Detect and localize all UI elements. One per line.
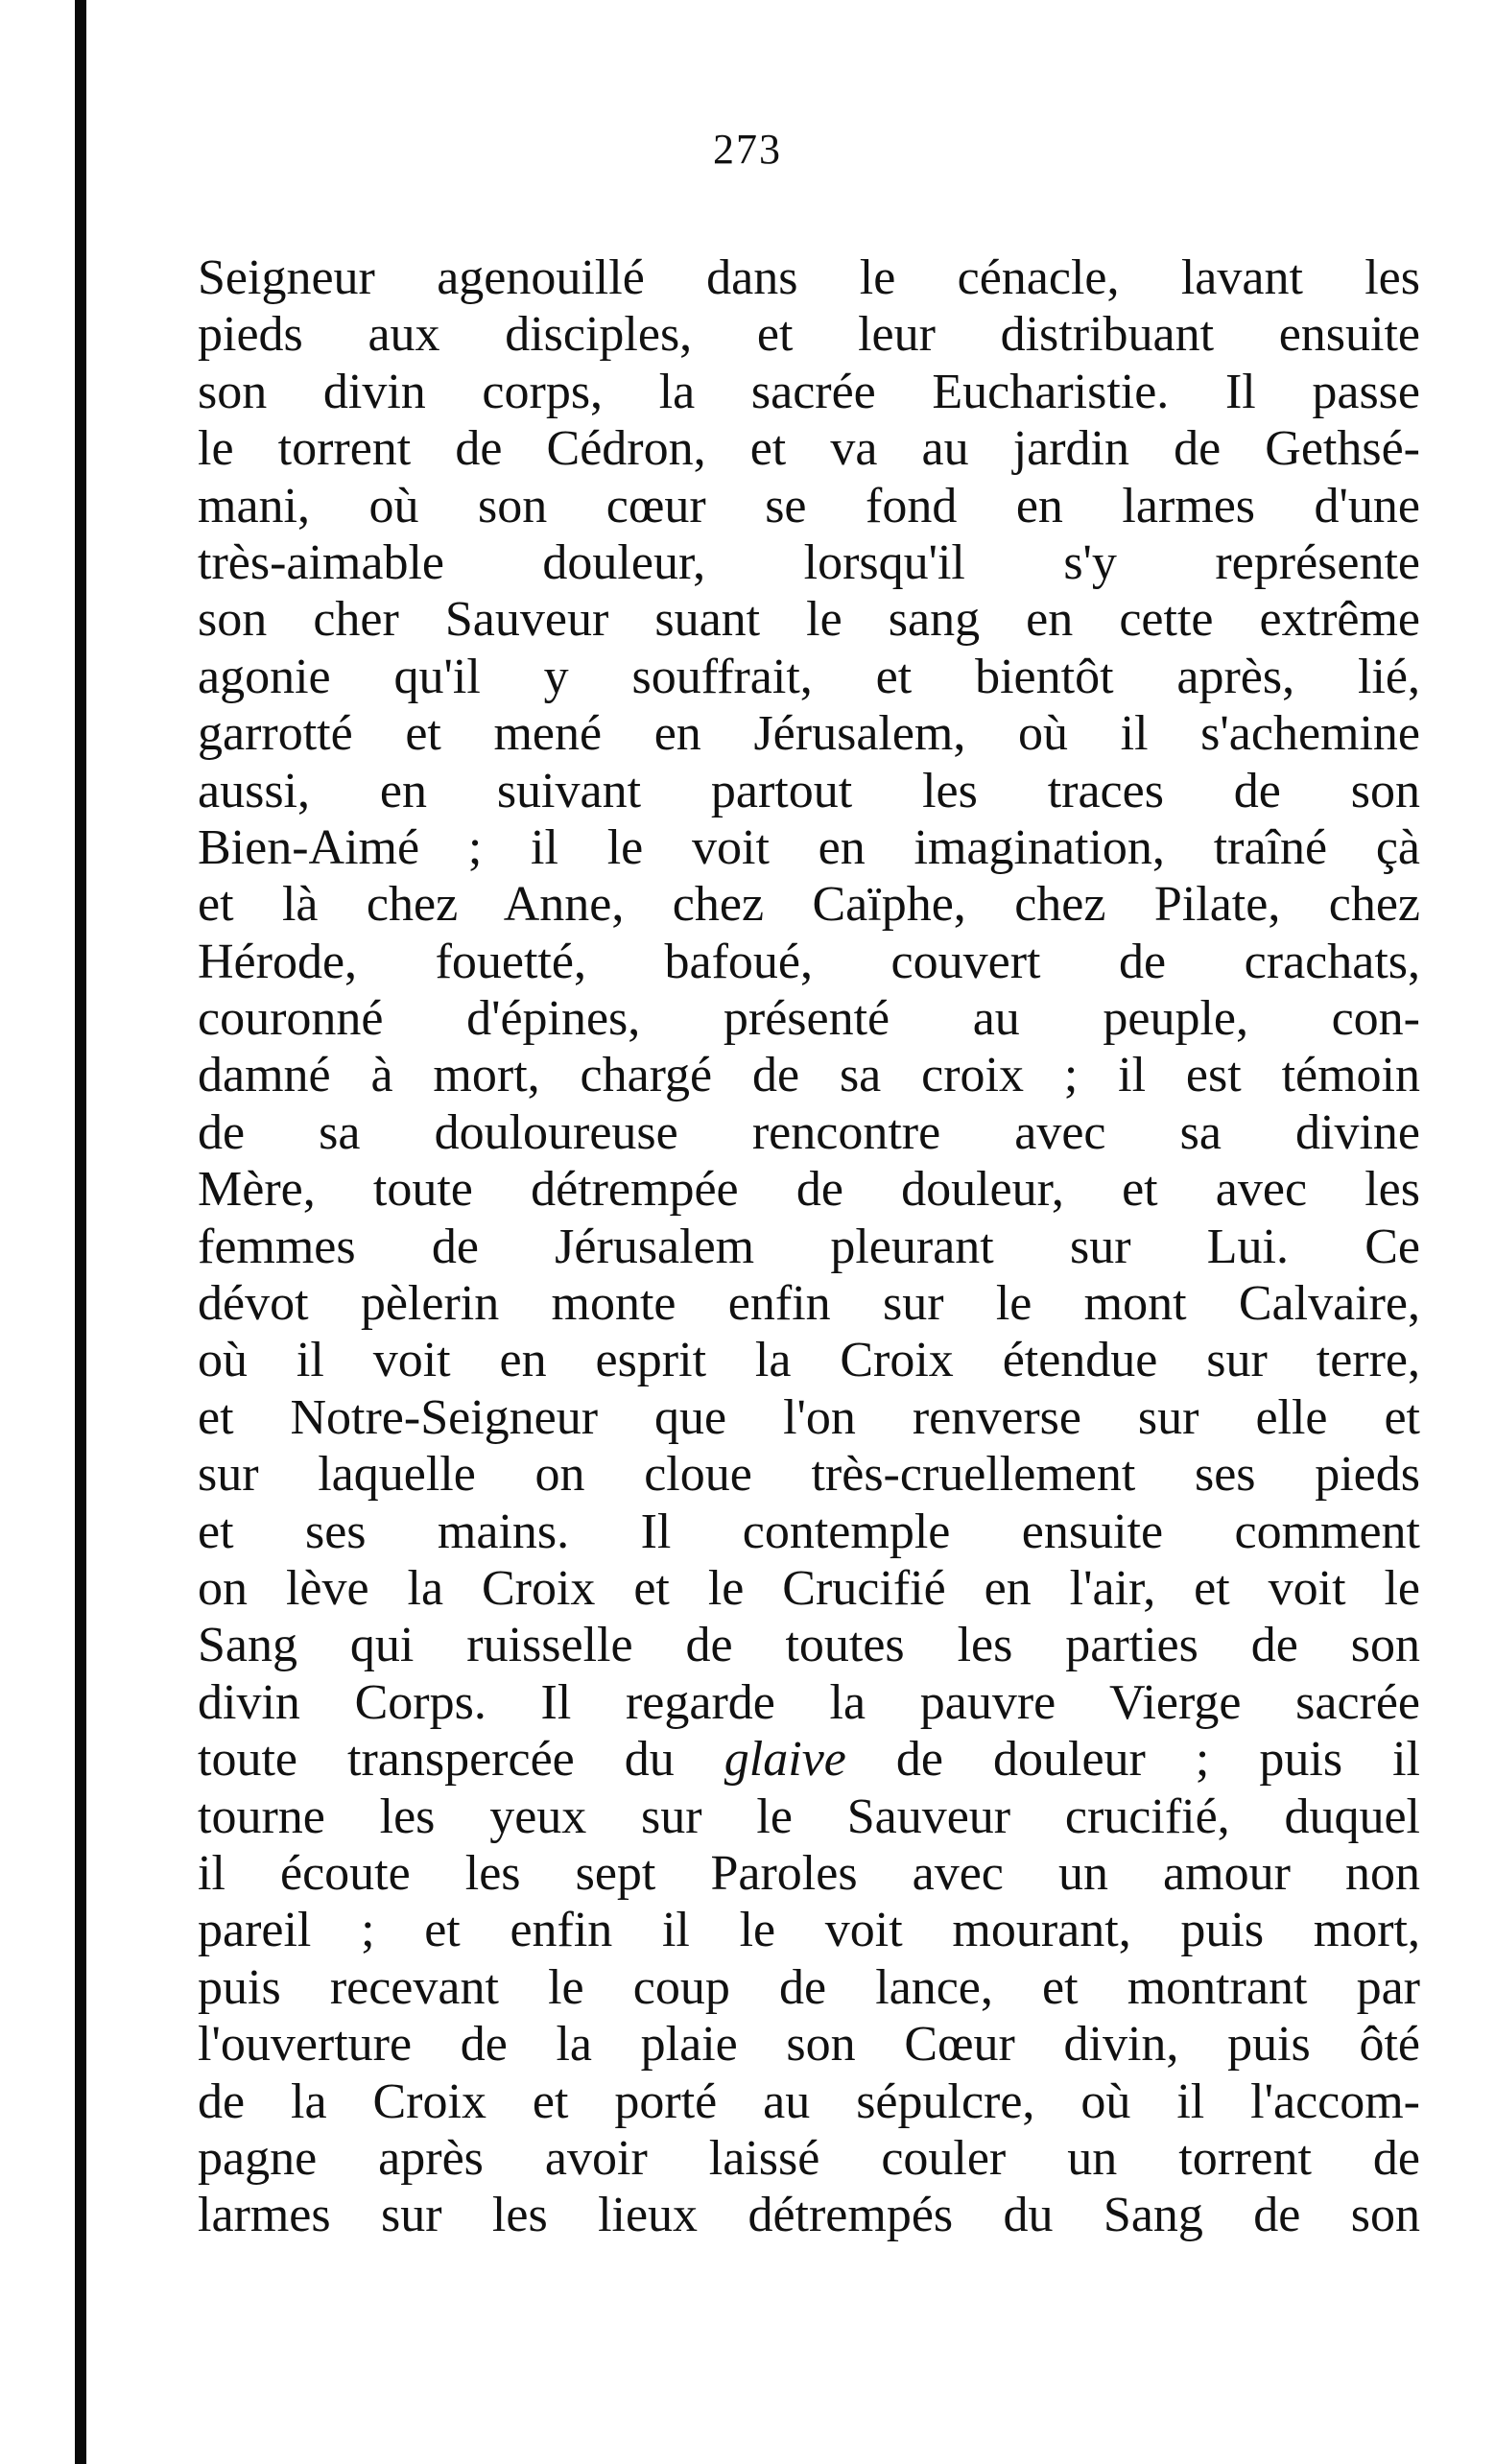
text-line: garrotté et mené en Jérusalem, où il s'achemine: [198, 706, 1420, 762]
text-line: damné à mort, chargé de sa croix ; il est témoin: [198, 1048, 1420, 1103]
text-line: pieds aux disciples, et leur distribuant ensuite: [198, 307, 1420, 363]
text-line: Hérode, fouetté, bafoué, couvert de crachats,: [198, 934, 1420, 989]
text-line: Sang qui ruisselle de toutes les parties de son: [198, 1618, 1420, 1673]
text-line: aussi, en suivant partout les traces de son: [198, 763, 1420, 818]
text-line: et là chez Anne, chez Caïphe, chez Pilate, chez: [198, 877, 1420, 933]
text-line: son divin corps, la sacrée Eucharistie. Il passe: [198, 364, 1420, 419]
text-line: tourne les yeux sur le Sauveur crucifié, duquel: [198, 1789, 1420, 1844]
text-line: et Notre-Seigneur que l'on renverse sur elle et: [198, 1389, 1420, 1445]
text-line: Bien-Aimé ; il le voit en imagination, traîné çà: [198, 819, 1420, 875]
text-line: son cher Sauveur suant le sang en cette extrême: [198, 592, 1420, 648]
text-line: dévot pèlerin monte enfin sur le mont Calvaire,: [198, 1276, 1420, 1332]
text-line: et ses mains. Il contemple ensuite comment: [198, 1504, 1420, 1559]
text-line: pagne après avoir laissé couler un torrent de: [198, 2130, 1420, 2186]
text-line-segment: de douleur ; puis il: [845, 1732, 1420, 1788]
text-line: femmes de Jérusalem pleurant sur Lui. Ce: [198, 1219, 1420, 1274]
text-line: il écoute les sept Paroles avec un amour non: [198, 1845, 1420, 1901]
book-binding-edge: [75, 0, 86, 2464]
text-line: sur laquelle on cloue très-cruellement ses pieds: [198, 1447, 1420, 1503]
text-line: mani, où son cœur se fond en larmes d'une: [198, 478, 1420, 533]
text-line: très-aimable douleur, lorsqu'il s'y représente: [198, 534, 1420, 590]
text-line: où il voit en esprit la Croix étendue sur terre,: [198, 1333, 1420, 1388]
text-line: agonie qu'il y souffrait, et bientôt après, lié,: [198, 649, 1420, 704]
text-line: l'ouverture de la plaie son Cœur divin, puis ôté: [198, 2017, 1420, 2073]
italic-word: glaive: [724, 1732, 846, 1788]
text-line: le torrent de Cédron, et va au jardin de Gethsé-: [198, 421, 1420, 477]
text-line: puis recevant le coup de lance, et montrant par: [198, 1959, 1420, 2015]
text-line: Seigneur agenouillé dans le cénacle, lavant les: [198, 250, 1420, 305]
text-line-segment: toute transpercée du: [198, 1732, 724, 1788]
page-number: 273: [713, 126, 782, 173]
text-line: de sa douloureuse rencontre avec sa divine: [198, 1104, 1420, 1160]
text-line: couronné d'épines, présenté au peuple, con-: [198, 991, 1420, 1047]
text-line: Mère, toute détrempée de douleur, et avec les: [198, 1162, 1420, 1218]
page-body-text: [198, 249, 1420, 2244]
text-line: pareil ; et enfin il le voit mourant, puis mort,: [198, 1903, 1420, 1958]
text-line-with-italic: [198, 1731, 1420, 1788]
text-line: larmes sur les lieux détrempés du Sang de son: [198, 2188, 1420, 2243]
text-line: on lève la Croix et le Crucifié en l'air, et voit le: [198, 1560, 1420, 1616]
text-line: de la Croix et porté au sépulcre, où il l'accom-: [198, 2073, 1420, 2129]
text-line: divin Corps. Il regarde la pauvre Vierge sacrée: [198, 1674, 1420, 1730]
